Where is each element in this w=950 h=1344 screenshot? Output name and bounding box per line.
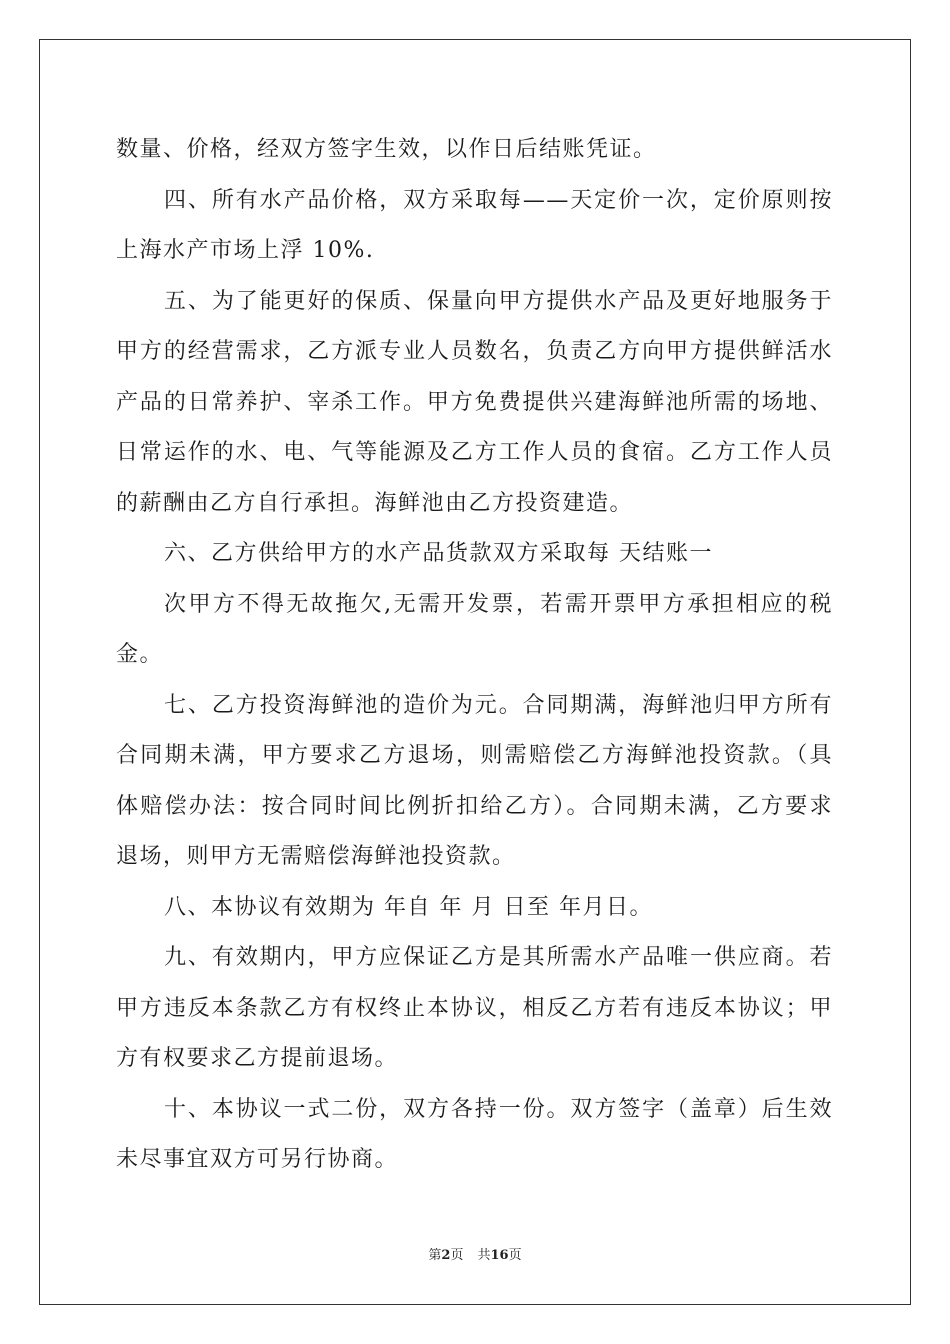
clause-7-line-2: 合同期未满，甲方要求乙方退场，则需赔偿乙方海鲜池投资款。（具 (116, 743, 833, 768)
page-suffix: 页 (450, 1248, 464, 1263)
clause-4-line-2: 上海水产市场上浮 10%. (116, 238, 375, 263)
total-pages: 16 (490, 1248, 509, 1263)
clause-5-line-3: 产品的日常养护、宰杀工作。甲方免费提供兴建海鲜池所需的场地、 (116, 389, 833, 415)
document-body (116, 125, 833, 1186)
clause-5-line-4: 日常运作的水、电、气等能源及乙方工作人员的食宿。乙方工作人员 (116, 440, 833, 465)
clause-6-line-3: 金。 (116, 642, 164, 667)
page-prefix: 第 (428, 1248, 442, 1263)
clause-9-line-2: 甲方违反本条款乙方有权终止本协议，相反乙方若有违反本协议；甲 (116, 995, 833, 1021)
total-prefix: 共 (477, 1248, 491, 1263)
page-footer (0, 1244, 950, 1263)
clause-7-line-3: 体赔偿办法：按合同时间比例折扣给乙方）。合同期未满，乙方要求 (116, 793, 833, 819)
clause-5-line-1: 五、为了能更好的保质、保量向甲方提供水产品及更好地服务于 (164, 288, 833, 314)
clause-7-line-4: 退场，则甲方无需赔偿海鲜池投资款。 (116, 844, 516, 869)
clause-10-line-1: 十、本协议一式二份，双方各持一份。双方签字（盖章）后生效 (164, 1096, 833, 1122)
clause-8-line-1: 八、本协议有效期为 年自 年 月 日至 年月日。 (164, 894, 653, 920)
clause-6-line-2: 次甲方不得无故拖欠,无需开发票，若需开票甲方承担相应的税 (164, 591, 833, 617)
text-line: 数量、价格，经双方签字生效，以作日后结账凭证。 (116, 137, 657, 162)
clause-7-line-1: 七、乙方投资海鲜池的造价为元。合同期满，海鲜池归甲方所有 (164, 692, 833, 718)
clause-4-line-1: 四、所有水产品价格，双方采取每——天定价一次，定价原则按 (164, 187, 833, 213)
page-number: 2 (441, 1248, 451, 1263)
total-suffix: 页 (508, 1248, 522, 1263)
clause-9-line-3: 方有权要求乙方提前退场。 (116, 1046, 399, 1071)
clause-9-line-1: 九、有效期内，甲方应保证乙方是其所需水产品唯一供应商。若 (164, 945, 833, 970)
clause-5-line-2: 甲方的经营需求，乙方派专业人员数名，负责乙方向甲方提供鲜活水 (116, 339, 833, 364)
clause-5-line-5: 的薪酬由乙方自行承担。海鲜池由乙方投资建造。 (116, 490, 634, 516)
clause-6-line-1: 六、乙方供给甲方的水产品货款双方采取每 天结账一 (164, 541, 713, 566)
clause-10-line-2: 未尽事宜双方可另行协商。 (116, 1147, 399, 1172)
